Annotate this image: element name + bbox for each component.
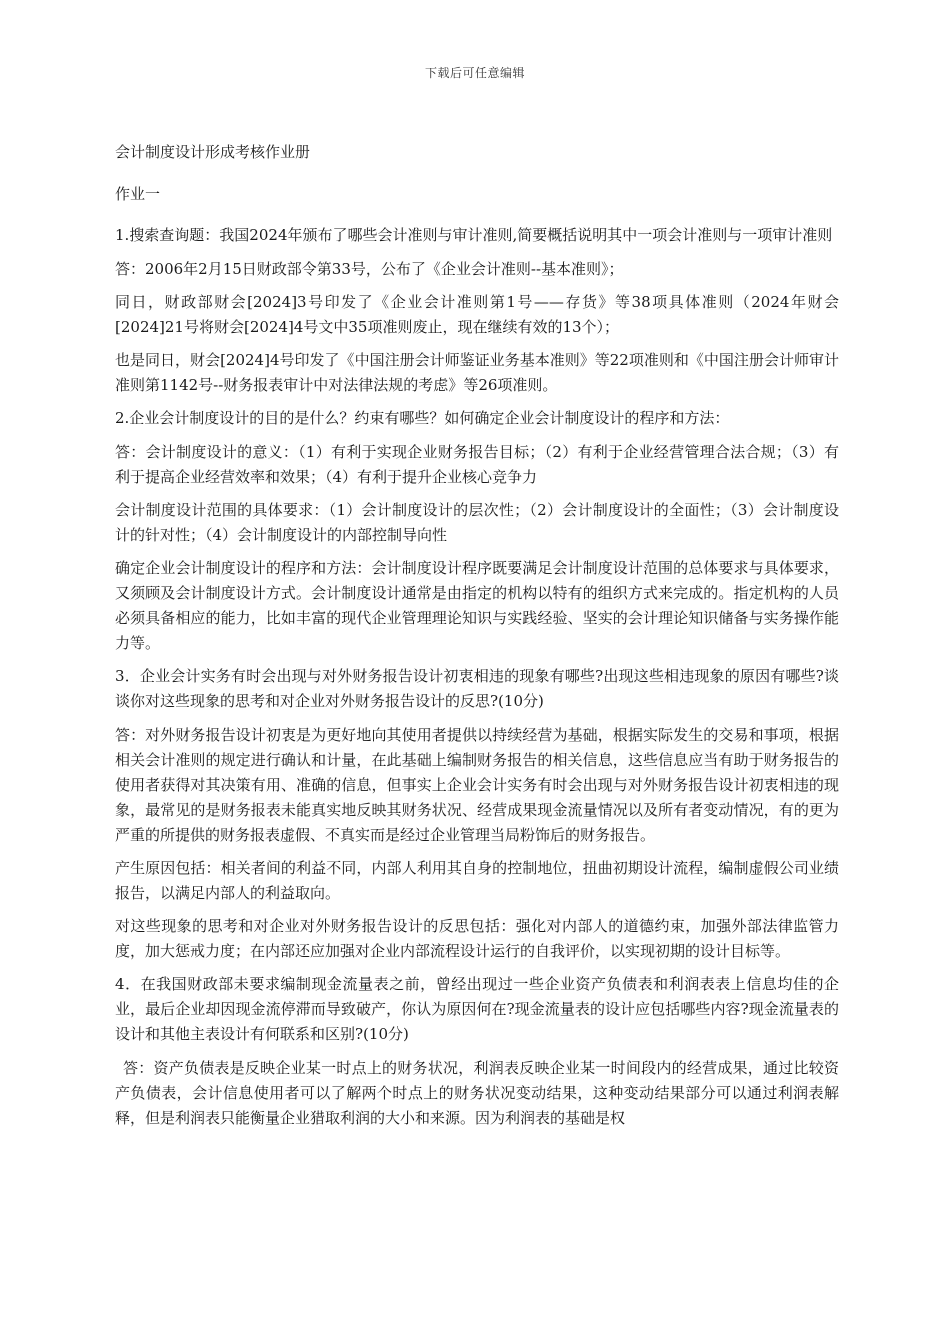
answer-1-paragraph-2: 同日，财政部财会[2024]3号印发了《企业会计准则第1号——存货》等38项具体准则（2024年财会[2024]21号将财会[2024]4号文中35项准则废止，现在继续有效的13个）； [115,293,839,336]
question-3: 3．企业会计实务有时会出现与对外财务报告设计初衷相违的现象有哪些?出现这些相违现象的原因有哪些?谈谈你对这些现象的思考和对企业对外财务报告设计的反思?(10分) [115,667,839,710]
section-heading: 作业一 [115,185,161,203]
answer-3-paragraph-3: 对这些现象的思考和对企业对外财务报告设计的反思包括：强化对内部人的道德约束，加强外部法律监管力度，加大惩戒力度；在内部还应加强对企业内部流程设计运行的自我评价，以实现初期的设计目标等。 [115,917,839,960]
question-1: 1.搜索查询题：我国2024年颁布了哪些会计准则与审计准则,简要概括说明其中一项会计准则与一项审计准则 [115,226,833,244]
answer-2-paragraph-1: 答：会计制度设计的意义：（1）有利于实现企业财务报告目标；（2）有利于企业经营管理合法合规；（3）有利于提高企业经营效率和效果；（4）有利于提升企业核心竞争力 [115,443,839,486]
answer-1-paragraph-1: 答：2006年2月15日财政部令第33号，公布了《企业会计准则--基本准则》； [115,260,624,278]
question-4: 4．在我国财政部未要求编制现金流量表之前，曾经出现过一些企业资产负债表和利润表表上信息均佳的企业，最后企业却因现金流停滞而导致破产，你认为原因何在?现金流量表的设计应包括哪些内容?现金流量表的设计和其他主表设计有何联系和区别?(10分) [115,975,839,1043]
answer-3-paragraph-1: 答：对外财务报告设计初衷是为更好地向其使用者提供以持续经营为基础，根据实际发生的交易和事项，根据相关会计准则的规定进行确认和计量，在此基础上编制财务报告的相关信息，这些信息应当有助于财务报告的使用者获得对其决策有用、准确的信息，但事实上企业会计实务有时会出现与对外财务报告设计初衷相违的现象，最常见的是财务报表未能真实地反映其财务状况、经营成果现金流量情况以及所有者变动情况，有的更为严重的所提供的财务报表虚假、不真实而是经过企业管理当局粉饰后的财务报告。 [115,726,839,844]
answer-2-paragraph-2: 会计制度设计范围的具体要求：（1）会计制度设计的层次性；（2）会计制度设计的全面性；（3）会计制度设计的针对性；（4）会计制度设计的内部控制导向性 [115,501,839,544]
answer-3-paragraph-2: 产生原因包括：相关者间的利益不同，内部人利用其自身的控制地位，扭曲初期设计流程，编制虚假公司业绩报告，以满足内部人的利益取向。 [115,859,839,902]
document-title: 会计制度设计形成考核作业册 [115,143,311,161]
answer-4-paragraph-1: 答：资产负债表是反映企业某一时点上的财务状况，利润表反映企业某一时间段内的经营成果，通过比较资产负债表，会计信息使用者可以了解两个时点上的财务状况变动结果，这种变动结果部分可以通过利润表解释，但是利润表只能衡量企业猎取利润的大小和来源。因为利润表的基础是权 [115,1059,839,1127]
question-2: 2.企业会计制度设计的目的是什么？约束有哪些？如何确定企业会计制度设计的程序和方法： [115,409,730,427]
answer-1-paragraph-3: 也是同日，财会[2024]4号印发了《中国注册会计师鉴证业务基本准则》等22项准则和《中国注册会计师审计准则第1142号--财务报表审计中对法律法规的考虑》等26项准则。 [115,351,839,394]
header-note: 下载后可任意编辑 [424,66,525,80]
document-body [115,140,839,1139]
answer-2-paragraph-3: 确定企业会计制度设计的程序和方法：会计制度设计程序既要满足会计制度设计范围的总体要求与具体要求，又须顾及会计制度设计方式。会计制度设计通常是由指定的机构以特有的组织方式来完成的。指定机构的人员必须具备相应的能力，比如丰富的现代企业管理理论知识与实践经验、坚实的会计理论知识储备与实务操作能力等。 [115,559,839,652]
